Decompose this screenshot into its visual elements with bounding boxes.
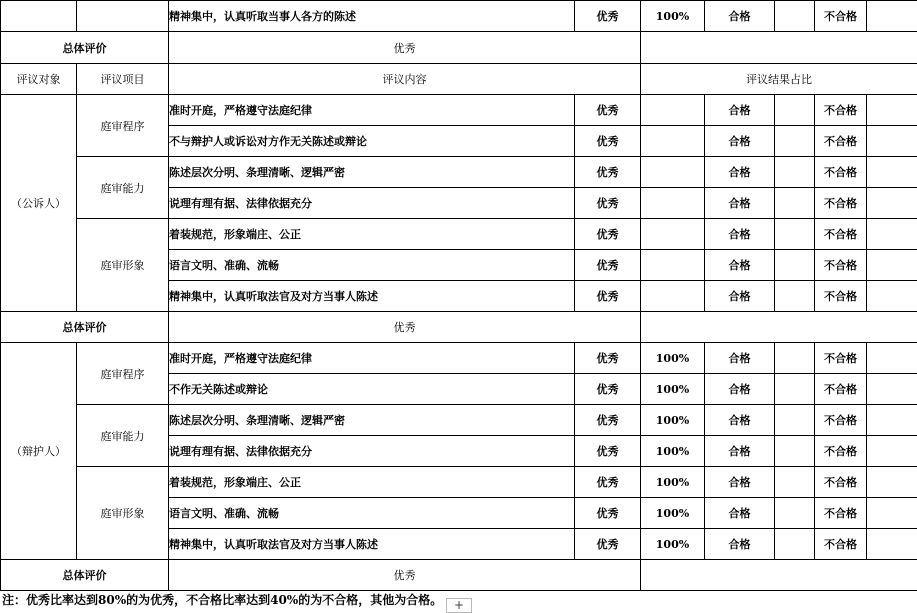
- percent-cell: [641, 126, 705, 157]
- empty-cell: [867, 1, 917, 32]
- summary-blank: [641, 32, 917, 64]
- pass-cell: 合格: [705, 188, 775, 219]
- fail-cell: 不合格: [815, 281, 867, 312]
- summary-row: [1, 32, 917, 64]
- table-row: [1, 467, 917, 498]
- content-cell: 精神集中，认真听取法官及对方当事人陈述: [169, 281, 575, 312]
- table-row: [1, 1, 917, 32]
- table-body: [1, 1, 917, 591]
- summary-blank: [641, 560, 917, 591]
- pass-cell: 合格: [705, 281, 775, 312]
- empty-cell: [775, 498, 815, 529]
- object-cell: [1, 1, 77, 32]
- pass-cell: 合格: [705, 1, 775, 32]
- percent-cell: 100%: [641, 467, 705, 498]
- fail-cell: 不合格: [815, 219, 867, 250]
- content-cell: 说理有理有据、法律依据充分: [169, 436, 575, 467]
- summary-label: 总体评价: [1, 560, 169, 591]
- empty-cell: [867, 498, 917, 529]
- item-cell: [77, 1, 169, 32]
- object-cell: （辩护人）: [1, 343, 77, 560]
- pass-cell: 合格: [705, 219, 775, 250]
- empty-cell: [775, 529, 815, 560]
- empty-cell: [775, 1, 815, 32]
- summary-value: 优秀: [169, 312, 641, 343]
- fail-cell: 不合格: [815, 529, 867, 560]
- footnote: 注：优秀比率达到80%的为优秀，不合格比率达到40%的为不合格，其他为合格。: [2, 593, 443, 607]
- header-item: 评议项目: [77, 64, 169, 95]
- fail-cell: 不合格: [815, 95, 867, 126]
- excellent-cell: 优秀: [575, 95, 641, 126]
- header-object: 评议对象: [1, 64, 77, 95]
- empty-cell: [867, 95, 917, 126]
- object-cell: （公诉人）: [1, 95, 77, 312]
- pass-cell: 合格: [705, 436, 775, 467]
- summary-blank: [641, 312, 917, 343]
- fail-cell: 不合格: [815, 374, 867, 405]
- item-cell: 庭审程序: [77, 95, 169, 157]
- fail-cell: 不合格: [815, 343, 867, 374]
- excellent-cell: 优秀: [575, 126, 641, 157]
- percent-cell: [641, 157, 705, 188]
- fail-cell: 不合格: [815, 1, 867, 32]
- empty-cell: [867, 374, 917, 405]
- summary-label: 总体评价: [1, 312, 169, 343]
- empty-cell: [775, 95, 815, 126]
- excellent-cell: 优秀: [575, 374, 641, 405]
- percent-cell: [641, 219, 705, 250]
- content-cell: 准时开庭，严格遵守法庭纪律: [169, 343, 575, 374]
- content-cell: 说理有理有据、法律依据充分: [169, 188, 575, 219]
- percent-cell: [641, 250, 705, 281]
- excellent-cell: 优秀: [575, 157, 641, 188]
- percent-cell: 100%: [641, 529, 705, 560]
- fail-cell: 不合格: [815, 436, 867, 467]
- summary-row: [1, 560, 917, 591]
- percent-cell: 100%: [641, 498, 705, 529]
- excellent-cell: 优秀: [575, 467, 641, 498]
- table-row: [1, 219, 917, 250]
- summary-value: 优秀: [169, 32, 641, 64]
- pass-cell: 合格: [705, 467, 775, 498]
- empty-cell: [775, 188, 815, 219]
- excellent-cell: 优秀: [575, 529, 641, 560]
- pass-cell: 合格: [705, 374, 775, 405]
- pass-cell: 合格: [705, 405, 775, 436]
- content-cell: 陈述层次分明、条理清晰、逻辑严密: [169, 157, 575, 188]
- empty-cell: [775, 436, 815, 467]
- excellent-cell: 优秀: [575, 343, 641, 374]
- fail-cell: 不合格: [815, 250, 867, 281]
- pass-cell: 合格: [705, 157, 775, 188]
- excellent-cell: 优秀: [575, 281, 641, 312]
- excellent-cell: 优秀: [575, 188, 641, 219]
- content-cell: 着装规范，形象端庄、公正: [169, 467, 575, 498]
- item-cell: 庭审形象: [77, 219, 169, 312]
- content-cell: 准时开庭，严格遵守法庭纪律: [169, 95, 575, 126]
- summary-label: 总体评价: [1, 32, 169, 64]
- empty-cell: [775, 405, 815, 436]
- item-cell: 庭审能力: [77, 157, 169, 219]
- percent-cell: [641, 95, 705, 126]
- header-content: 评议内容: [169, 64, 641, 95]
- table-move-handle[interactable]: +: [446, 598, 472, 613]
- pass-cell: 合格: [705, 343, 775, 374]
- empty-cell: [775, 157, 815, 188]
- percent-cell: 100%: [641, 374, 705, 405]
- item-cell: 庭审能力: [77, 405, 169, 467]
- excellent-cell: 优秀: [575, 250, 641, 281]
- fail-cell: 不合格: [815, 126, 867, 157]
- table-row: [1, 343, 917, 374]
- empty-cell: [867, 188, 917, 219]
- fail-cell: 不合格: [815, 188, 867, 219]
- header-result: 评议结果占比: [641, 64, 917, 95]
- excellent-cell: 优秀: [575, 405, 641, 436]
- content-cell: 陈述层次分明、条理清晰、逻辑严密: [169, 405, 575, 436]
- empty-cell: [867, 126, 917, 157]
- empty-cell: [867, 219, 917, 250]
- item-cell: 庭审程序: [77, 343, 169, 405]
- pass-cell: 合格: [705, 126, 775, 157]
- empty-cell: [867, 281, 917, 312]
- empty-cell: [867, 343, 917, 374]
- percent-cell: 100%: [641, 343, 705, 374]
- empty-cell: [867, 467, 917, 498]
- content-cell: 不作无关陈述或辩论: [169, 374, 575, 405]
- fail-cell: 不合格: [815, 498, 867, 529]
- pass-cell: 合格: [705, 529, 775, 560]
- empty-cell: [867, 250, 917, 281]
- content-cell: 语言文明、准确、流畅: [169, 250, 575, 281]
- percent-cell: [641, 188, 705, 219]
- empty-cell: [775, 219, 815, 250]
- summary-value: 优秀: [169, 560, 641, 591]
- empty-cell: [867, 529, 917, 560]
- pass-cell: 合格: [705, 95, 775, 126]
- percent-cell: 100%: [641, 405, 705, 436]
- percent-cell: 100%: [641, 436, 705, 467]
- excellent-cell: 优秀: [575, 1, 641, 32]
- empty-cell: [775, 374, 815, 405]
- empty-cell: [867, 405, 917, 436]
- empty-cell: [775, 467, 815, 498]
- pass-cell: 合格: [705, 250, 775, 281]
- table-row: [1, 95, 917, 126]
- header-row: [1, 64, 917, 95]
- content-cell: 着装规范，形象端庄、公正: [169, 219, 575, 250]
- fail-cell: 不合格: [815, 467, 867, 498]
- empty-cell: [775, 343, 815, 374]
- content-cell: 精神集中，认真听取法官及对方当事人陈述: [169, 529, 575, 560]
- table-row: [1, 157, 917, 188]
- pass-cell: 合格: [705, 498, 775, 529]
- empty-cell: [867, 157, 917, 188]
- empty-cell: [775, 250, 815, 281]
- table-row: [1, 405, 917, 436]
- excellent-cell: 优秀: [575, 219, 641, 250]
- content-cell: 不与辩护人或诉讼对方作无关陈述或辩论: [169, 126, 575, 157]
- item-cell: 庭审形象: [77, 467, 169, 560]
- empty-cell: [775, 281, 815, 312]
- empty-cell: [867, 436, 917, 467]
- empty-cell: [775, 126, 815, 157]
- content-cell: 精神集中，认真听取当事人各方的陈述: [169, 1, 575, 32]
- summary-row: [1, 312, 917, 343]
- percent-cell: [641, 281, 705, 312]
- fail-cell: 不合格: [815, 405, 867, 436]
- content-cell: 语言文明、准确、流畅: [169, 498, 575, 529]
- percent-cell: 100%: [641, 1, 705, 32]
- fail-cell: 不合格: [815, 157, 867, 188]
- excellent-cell: 优秀: [575, 498, 641, 529]
- excellent-cell: 优秀: [575, 436, 641, 467]
